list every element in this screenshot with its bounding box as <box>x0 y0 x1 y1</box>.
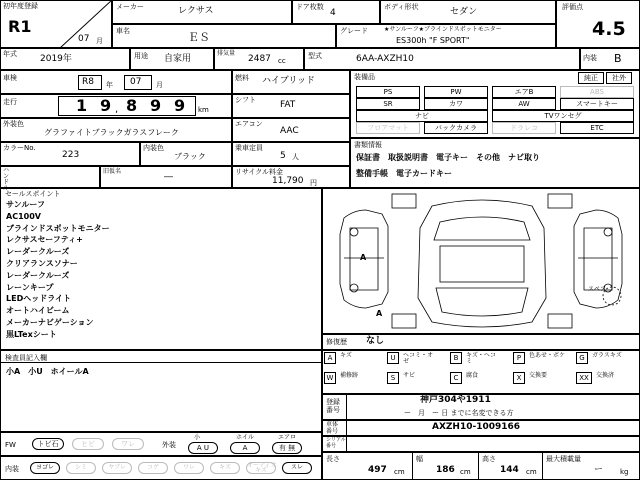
grade-label: グレード <box>340 27 368 35</box>
use-value: 自家用 <box>164 54 192 64</box>
legend-code: G <box>576 352 588 364</box>
equipment-item: バックカメラ <box>424 122 488 134</box>
equipment-item: フロアマット <box>356 122 420 134</box>
fw-option: ヒビ <box>72 438 104 450</box>
doors-label: ドア枚数 <box>296 3 324 11</box>
handle-box <box>0 166 100 188</box>
registration-divider <box>346 394 347 420</box>
interior-check-option: ヤブレ <box>102 462 132 474</box>
color-no-label: カラーNo. <box>3 144 36 152</box>
dim-divider-2 <box>478 452 479 480</box>
interior-check-option: ヨゴレ <box>30 462 60 474</box>
equipment-item: カワ <box>424 98 488 110</box>
reg-era: R1 <box>8 17 32 36</box>
fw-option: トビ石 <box>32 438 64 450</box>
fuel-value: ハイブリッド <box>262 76 316 86</box>
score-label: 評価点 <box>562 3 583 11</box>
equipment-item: ABS <box>560 86 634 98</box>
inspection-month: 07 <box>130 77 142 87</box>
reg-month-unit: 月 <box>96 37 103 45</box>
inspection-label: 車検 <box>3 74 17 82</box>
legend-text: 交換済 <box>596 372 615 379</box>
dim-divider-1 <box>412 452 413 480</box>
legend-code: A <box>324 352 336 364</box>
inspection-era: R8 <box>82 77 94 87</box>
width-value: 186 <box>436 465 455 475</box>
repair-value: なし <box>366 336 385 346</box>
prev-owner-value: ― <box>164 172 173 182</box>
chassis-divider <box>346 420 347 436</box>
equipment-item: ナビ <box>356 110 488 122</box>
mileage-unit: km <box>198 106 209 114</box>
sales-point-item: レクサスセーフティ+ <box>6 235 83 245</box>
spare-label: スペア <box>588 286 607 293</box>
car-diagram <box>322 188 640 334</box>
legend-text: 色あせ・ボケ <box>529 352 566 359</box>
equipment-item: SR <box>356 98 420 110</box>
fw-option: ワレ <box>112 438 144 450</box>
exterior-check-label: 外装 <box>162 441 176 449</box>
car-name-label: 車名 <box>116 27 130 35</box>
serial-label: シリアル番号 <box>326 437 346 449</box>
load-value: ー <box>594 465 604 475</box>
mileage-digit-1: 1 <box>76 96 88 115</box>
reg-date-label: 初年度登録 <box>3 2 38 10</box>
chassis-value: AXZH10-1009166 <box>432 422 521 432</box>
registration-plate: 神戸304や1911 <box>420 395 491 405</box>
equipment-item: スマートキー <box>560 98 634 110</box>
equipment-item: ETC <box>560 122 634 134</box>
legend-text: サビ <box>403 372 416 379</box>
legend-text: キズ <box>340 352 352 359</box>
legend-text: 腐食 <box>466 372 479 379</box>
documents-line-1: 保証書 取扱説明書 電子キー その他 ナビ取り <box>356 153 540 162</box>
chassis-label: 車体 番号 <box>326 421 339 435</box>
exterior-color-label: 外装色 <box>3 120 24 128</box>
interior-check-option: スレ <box>282 462 312 474</box>
equipment-genuine: 純正 <box>578 72 604 84</box>
interior-color-label: 内装色 <box>143 144 164 152</box>
inspector-note: 小A 小U ホイールA <box>6 367 89 376</box>
inspector-label: 検査員記入欄 <box>5 354 47 362</box>
serial-divider <box>346 436 347 452</box>
type-value: 6AA-AXZH10 <box>356 54 414 64</box>
serial-box <box>322 436 640 452</box>
sales-points-label: セールスポイント <box>5 190 61 198</box>
use-label: 用途 <box>134 52 148 60</box>
displacement-label: 排気量 <box>217 50 236 57</box>
exterior-check-top: エアロ <box>278 434 297 441</box>
doors-value: 4 <box>330 8 336 18</box>
interior-check-option: キズ <box>210 462 240 474</box>
year-label: 年式 <box>3 50 17 58</box>
equipment-item: AW <box>492 98 556 110</box>
damage-mark-front: A <box>360 253 367 262</box>
capacity-unit: 人 <box>292 153 299 161</box>
registration-label: 登録 番号 <box>326 398 340 414</box>
height-unit: cm <box>526 468 537 476</box>
recycle-unit: 円 <box>310 179 317 187</box>
sales-point-item: オートハイビーム <box>6 306 70 316</box>
shift-value: FAT <box>280 100 296 110</box>
exterior-check-option: 有 無 <box>272 442 302 454</box>
capacity-label: 乗車定員 <box>235 144 263 152</box>
mileage-comma: , <box>115 104 119 115</box>
recycle-label: リサイクル料金 <box>235 168 284 176</box>
equipment-label: 装備品 <box>354 73 375 81</box>
grade-note: ★サンルーフ★ブラインドスポットモニター <box>384 26 502 33</box>
repair-label: 修復歴 <box>326 338 347 346</box>
body-label: ボディ形状 <box>384 3 419 11</box>
sales-point-item: LEDヘッドライト <box>6 294 71 304</box>
prev-owner-label: 旧仮名 <box>103 168 122 175</box>
exterior-color-value: グラファイトブラックガラスフレーク <box>44 128 179 137</box>
equipment-item: PS <box>356 86 420 98</box>
length-label: 長さ <box>326 455 340 463</box>
height-value: 144 <box>500 465 519 475</box>
exterior-check-top: ホイル <box>236 434 255 441</box>
legend-text: ヘコミ・オ ゼ <box>403 352 434 365</box>
sales-point-item: ブラインドスポットモニター <box>6 223 110 233</box>
mileage-digit-4: 9 <box>150 96 162 115</box>
legend-text: キズ・ヘコ ミ <box>466 352 496 365</box>
fw-label: FW <box>5 441 16 449</box>
body-value: セダン <box>450 7 478 17</box>
mileage-digit-2: 9 <box>100 96 112 115</box>
documents-label: 書類情報 <box>354 141 382 149</box>
legend-code: W <box>324 372 336 384</box>
car-name-box <box>112 24 336 48</box>
handle-label: ハンドル <box>3 167 10 192</box>
mileage-digit-3: 8 <box>126 96 138 115</box>
interior-check-option: シミ <box>66 462 96 474</box>
color-no-value: 223 <box>62 150 80 160</box>
equipment-item: TVワンセグ <box>492 110 634 122</box>
legend-code: C <box>450 372 462 384</box>
interior-check-label: 内装 <box>5 465 19 473</box>
mileage-label: 走行 <box>3 98 17 106</box>
interior-grade-label: 内装 <box>583 54 597 62</box>
aircon-label: エアコン <box>235 120 263 128</box>
inspection-year-unit: 年 <box>106 81 113 89</box>
capacity-value: 5 <box>280 151 286 161</box>
reg-month: 07 <box>78 34 90 44</box>
sales-point-item: 黒LTexシート <box>6 329 57 339</box>
displacement-value: 2487 <box>248 54 271 64</box>
displacement-unit: cc <box>278 57 286 65</box>
aircon-value: AAC <box>280 126 299 136</box>
maker-label: メーカー <box>116 3 144 11</box>
exterior-check-option: A <box>230 442 260 454</box>
maker-value: レクサス <box>178 6 214 16</box>
legend-code: B <box>450 352 462 364</box>
sales-point-item: レーダークルーズ <box>6 270 70 280</box>
sales-point-item: AC100V <box>6 211 41 221</box>
height-label: 高さ <box>482 455 496 463</box>
sales-point-item: レーンキープ <box>6 282 54 292</box>
documents-box <box>350 138 640 188</box>
legend-code: U <box>387 352 399 364</box>
load-unit: kg <box>620 468 629 476</box>
interior-check-option: ワレ <box>174 462 204 474</box>
legend-text: 交換要 <box>529 372 548 379</box>
exterior-check-top: 小 <box>194 434 201 441</box>
interior-color-value: ブラック <box>174 152 206 161</box>
registration-note: ー 月 ー 日 までに名変できる方 <box>404 409 514 417</box>
length-value: 497 <box>368 465 387 475</box>
width-label: 幅 <box>416 455 423 463</box>
car-name-value: ＥＳ <box>188 31 210 44</box>
legend-code: X <box>513 372 525 384</box>
legend-text: 補修跡 <box>340 372 359 379</box>
inspection-month-unit: 月 <box>156 81 163 89</box>
legend-text: ガラスキズ <box>592 352 622 359</box>
year-value: 2019年 <box>40 54 72 64</box>
dim-divider-3 <box>542 452 543 480</box>
legend-code: XX <box>576 372 592 384</box>
type-box <box>304 48 580 70</box>
interior-check-option: コゲ <box>138 462 168 474</box>
load-label: 最大積載量 <box>546 455 581 463</box>
inspector-divider <box>0 362 322 363</box>
interior-grade-value: B <box>614 52 622 65</box>
sales-point-item: サンルーフ <box>6 200 45 209</box>
legend-code: P <box>513 352 525 364</box>
equipment-aftermarket: 社外 <box>606 72 632 84</box>
equipment-item: PW <box>424 86 488 98</box>
sales-point-item: メーカーナビゲーション <box>6 318 94 327</box>
interior-check-option: オーディオ キズ <box>247 462 277 474</box>
legend-code: S <box>387 372 399 384</box>
type-label: 型式 <box>308 52 322 60</box>
equipment-item: エアB <box>492 86 556 98</box>
mileage-digit-5: 9 <box>174 96 186 115</box>
inspection-box <box>0 70 232 94</box>
shift-label: シフト <box>235 96 256 104</box>
fuel-label: 燃料 <box>235 74 249 82</box>
sales-point-item: クリアランスソナー <box>6 259 78 268</box>
documents-line-2: 整備手帳 電子カードキー <box>356 169 452 178</box>
sales-point-item: レーダークルーズ <box>6 247 70 257</box>
width-unit: cm <box>460 468 471 476</box>
grade-value: ES300h "F SPORT" <box>396 36 470 45</box>
length-unit: cm <box>394 468 405 476</box>
score-value: 4.5 <box>592 18 626 40</box>
equipment-item: ドラレコ <box>492 122 556 134</box>
exterior-check-option: A U <box>188 442 218 454</box>
recycle-value: 11,790 <box>272 176 304 186</box>
damage-mark-side: A <box>376 309 383 318</box>
